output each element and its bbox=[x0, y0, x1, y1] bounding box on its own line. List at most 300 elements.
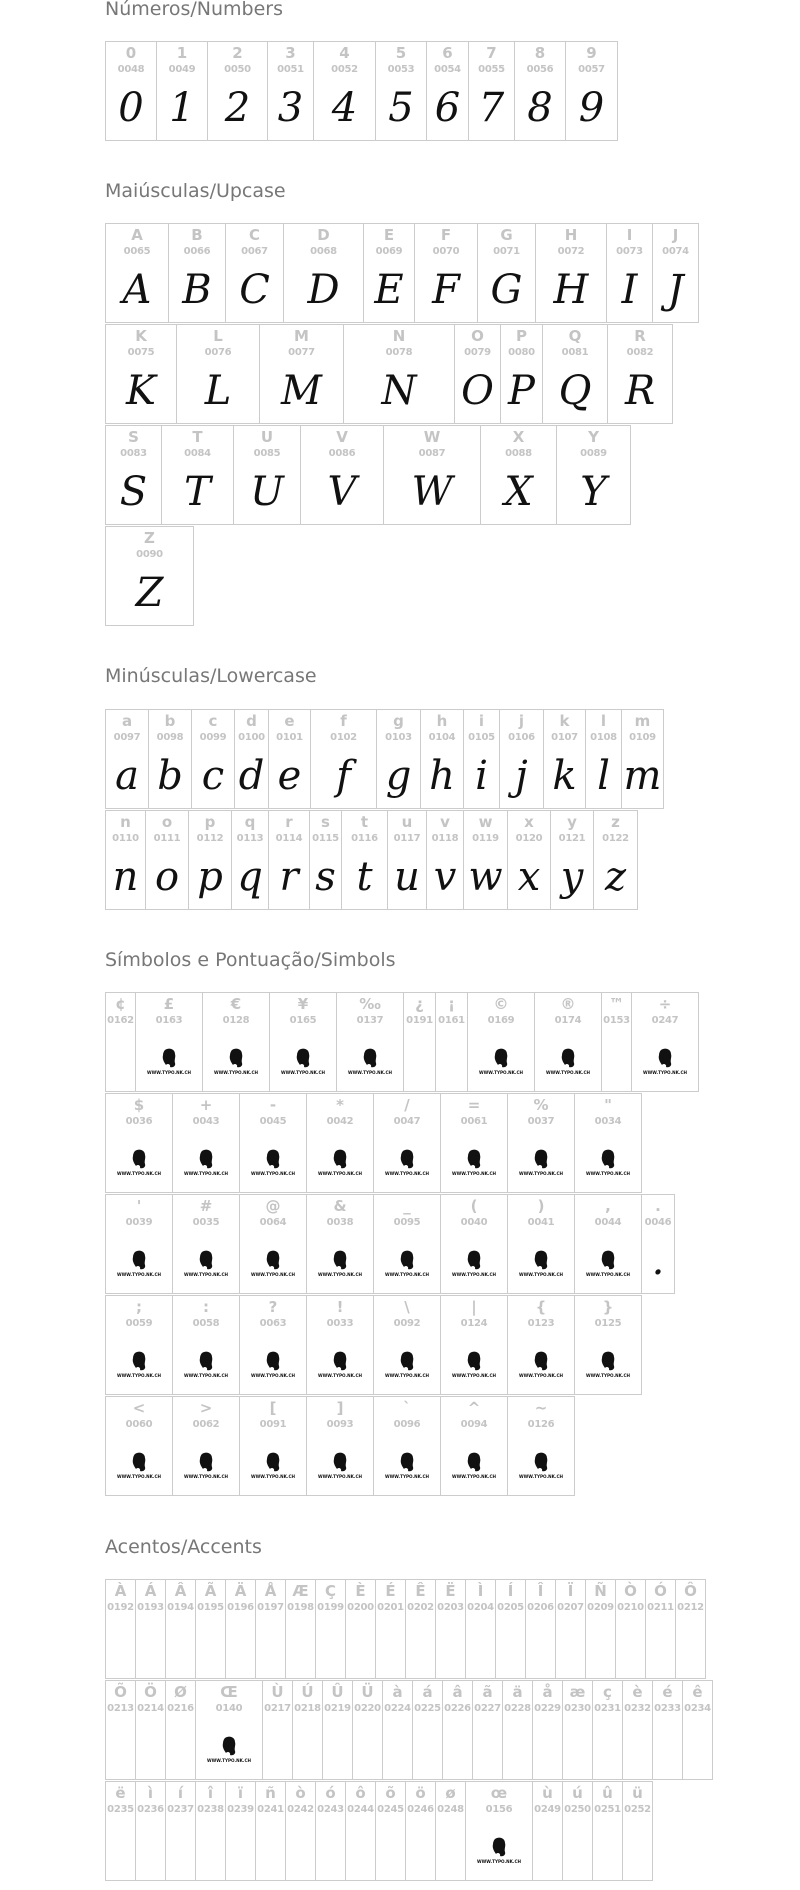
character-code: 0124 bbox=[460, 1318, 488, 1329]
character-code: 0137 bbox=[356, 1015, 384, 1026]
character-label: b bbox=[164, 712, 176, 730]
character-label: T bbox=[192, 428, 203, 446]
glyph-cell bbox=[565, 41, 618, 141]
svg-text:WWW.TYPO.NK.CH: WWW.TYPO.NK.CH bbox=[183, 1272, 229, 1277]
character-code: 0063 bbox=[259, 1318, 287, 1329]
character-label: % bbox=[533, 1096, 549, 1114]
character-code: 0051 bbox=[277, 64, 304, 75]
character-code: 0056 bbox=[526, 64, 554, 75]
character-label: o bbox=[161, 813, 173, 831]
glyph-sample: h bbox=[429, 753, 455, 799]
svg-text:WWW.TYPO.NK.CH: WWW.TYPO.NK.CH bbox=[518, 1171, 564, 1176]
glyph-sample: i bbox=[475, 753, 488, 799]
character-code: 0096 bbox=[393, 1419, 421, 1430]
author-logo-icon bbox=[250, 1350, 296, 1380]
character-label: Û bbox=[331, 1683, 344, 1701]
character-code: 0227 bbox=[474, 1703, 501, 1714]
character-label: ™ bbox=[609, 995, 624, 1013]
character-label: á bbox=[422, 1683, 433, 1701]
glyph-cell bbox=[259, 324, 344, 424]
glyph-sample: x bbox=[517, 854, 541, 900]
character-code: 0060 bbox=[125, 1419, 153, 1430]
glyph-cell bbox=[574, 1194, 642, 1294]
character-label: O bbox=[471, 327, 484, 345]
glyph-cell bbox=[465, 1579, 496, 1679]
character-code: 0234 bbox=[684, 1703, 711, 1714]
glyph-sample: s bbox=[315, 854, 336, 900]
glyph-cell bbox=[105, 709, 149, 809]
glyph-sample: p bbox=[197, 854, 223, 900]
author-logo-icon bbox=[183, 1451, 229, 1481]
character-label: V bbox=[336, 428, 348, 446]
character-label: Ó bbox=[654, 1582, 667, 1600]
glyph-cell bbox=[268, 810, 310, 910]
character-label: , bbox=[605, 1197, 611, 1215]
character-code: 0238 bbox=[197, 1804, 224, 1815]
author-logo-icon bbox=[206, 1735, 252, 1765]
glyph-cell bbox=[341, 810, 388, 910]
section-title: Números/Numbers bbox=[105, 0, 283, 20]
character-code: 0210 bbox=[617, 1602, 644, 1613]
character-label: M bbox=[294, 327, 309, 345]
glyph-sample: F bbox=[432, 267, 460, 313]
character-label: ` bbox=[403, 1399, 411, 1417]
character-code: 0214 bbox=[137, 1703, 164, 1714]
author-logo-icon bbox=[476, 1836, 522, 1866]
glyph-sample: A bbox=[122, 267, 152, 313]
character-code: 0241 bbox=[257, 1804, 284, 1815]
author-logo-icon bbox=[116, 1451, 162, 1481]
glyph-cell bbox=[652, 1680, 683, 1780]
character-label: Í bbox=[507, 1582, 514, 1600]
character-label: 3 bbox=[285, 44, 296, 62]
character-code: 0247 bbox=[651, 1015, 679, 1026]
character-label: Ì bbox=[477, 1582, 484, 1600]
glyph-cell bbox=[507, 1093, 575, 1193]
glyph-cell bbox=[285, 1781, 316, 1881]
character-code: 0111 bbox=[153, 833, 181, 844]
glyph-cell bbox=[135, 992, 203, 1092]
character-label: | bbox=[471, 1298, 477, 1316]
author-logo-icon bbox=[384, 1148, 430, 1178]
character-label: È bbox=[355, 1582, 366, 1600]
glyph-cell bbox=[525, 1579, 556, 1679]
character-label: Á bbox=[144, 1582, 157, 1600]
glyph-cell bbox=[463, 810, 508, 910]
glyph-cell bbox=[405, 1781, 436, 1881]
character-label: r bbox=[285, 813, 293, 831]
character-code: 0066 bbox=[183, 246, 211, 257]
character-code: 0226 bbox=[444, 1703, 471, 1714]
character-label: E bbox=[383, 226, 395, 244]
svg-text:WWW.TYPO.NK.CH: WWW.TYPO.NK.CH bbox=[451, 1171, 497, 1176]
character-code: 0062 bbox=[192, 1419, 220, 1430]
glyph-cell bbox=[675, 1579, 706, 1679]
glyph-cell bbox=[375, 1781, 406, 1881]
glyph-cell bbox=[641, 1194, 675, 1294]
glyph-cell bbox=[172, 1396, 240, 1496]
glyph-cell bbox=[652, 223, 699, 323]
glyph-cell bbox=[105, 1093, 173, 1193]
glyph-sample: e bbox=[277, 753, 302, 799]
character-label: _ bbox=[403, 1197, 411, 1215]
glyph-cell bbox=[135, 1680, 166, 1780]
character-code: 0065 bbox=[123, 246, 151, 257]
character-label: ( bbox=[470, 1197, 478, 1215]
character-label: Œ bbox=[220, 1683, 238, 1701]
character-label: p bbox=[204, 813, 216, 831]
svg-text:WWW.TYPO.NK.CH: WWW.TYPO.NK.CH bbox=[476, 1859, 522, 1864]
glyph-cell bbox=[500, 324, 543, 424]
glyph-cell bbox=[562, 1781, 593, 1881]
character-code: 0069 bbox=[375, 246, 403, 257]
svg-text:WWW.TYPO.NK.CH: WWW.TYPO.NK.CH bbox=[116, 1171, 162, 1176]
svg-text:WWW.TYPO.NK.CH: WWW.TYPO.NK.CH bbox=[451, 1272, 497, 1277]
character-code: 0207 bbox=[557, 1602, 584, 1613]
glyph-cell bbox=[405, 1579, 436, 1679]
character-code: 0153 bbox=[603, 1015, 630, 1026]
author-logo-icon bbox=[585, 1148, 631, 1178]
glyph-cell bbox=[463, 709, 500, 809]
character-label: A bbox=[131, 226, 143, 244]
glyph-cell bbox=[262, 1680, 293, 1780]
character-label: ? bbox=[268, 1298, 278, 1316]
character-code: 0218 bbox=[294, 1703, 321, 1714]
character-code: 0197 bbox=[257, 1602, 284, 1613]
character-label: â bbox=[452, 1683, 463, 1701]
glyph-sample: X bbox=[504, 469, 533, 515]
character-label: ã bbox=[482, 1683, 493, 1701]
glyph-cell bbox=[507, 1194, 575, 1294]
glyph-sample: D bbox=[307, 267, 340, 313]
svg-text:WWW.TYPO.NK.CH: WWW.TYPO.NK.CH bbox=[206, 1758, 252, 1763]
character-code: 0046 bbox=[644, 1217, 672, 1228]
character-label: h bbox=[436, 712, 448, 730]
glyph-cell bbox=[622, 1781, 653, 1881]
glyph-sample: Q bbox=[558, 368, 592, 414]
glyph-cell bbox=[315, 1781, 346, 1881]
glyph-cell bbox=[105, 810, 146, 910]
character-label: © bbox=[493, 995, 509, 1013]
character-code: 0119 bbox=[472, 833, 499, 844]
author-logo-icon bbox=[518, 1451, 564, 1481]
glyph-sample: 1 bbox=[169, 85, 195, 131]
character-label: - bbox=[269, 1096, 277, 1114]
glyph-cell bbox=[376, 709, 421, 809]
character-label: . bbox=[655, 1197, 661, 1215]
glyph-cell bbox=[440, 1295, 508, 1395]
svg-text:WWW.TYPO.NK.CH: WWW.TYPO.NK.CH bbox=[116, 1474, 162, 1479]
glyph-cell bbox=[165, 1680, 196, 1780]
glyph-cell bbox=[165, 1579, 196, 1679]
glyph-cell bbox=[607, 324, 673, 424]
glyph-cell bbox=[502, 1680, 533, 1780]
character-code: 0165 bbox=[289, 1015, 317, 1026]
character-code: 0216 bbox=[167, 1703, 194, 1714]
character-label: 9 bbox=[586, 44, 597, 62]
author-logo-icon bbox=[317, 1148, 363, 1178]
glyph-cell bbox=[300, 425, 384, 525]
character-code: 0087 bbox=[418, 448, 446, 459]
character-code: 0072 bbox=[557, 246, 585, 257]
character-code: 0201 bbox=[377, 1602, 404, 1613]
character-label: Ç bbox=[324, 1582, 336, 1600]
glyph-cell bbox=[562, 1680, 593, 1780]
glyph-cell bbox=[412, 1680, 443, 1780]
character-label: G bbox=[500, 226, 513, 244]
glyph-cell bbox=[387, 810, 427, 910]
glyph-cell bbox=[168, 223, 226, 323]
glyph-cell bbox=[373, 1295, 441, 1395]
glyph-cell bbox=[313, 41, 376, 141]
glyph-row bbox=[105, 1093, 641, 1194]
glyph-sample: B bbox=[182, 267, 212, 313]
character-code: 0067 bbox=[241, 246, 268, 257]
glyph-cell bbox=[403, 992, 436, 1092]
character-code: 0120 bbox=[515, 833, 543, 844]
glyph-cell bbox=[550, 810, 594, 910]
character-label: D bbox=[317, 226, 330, 244]
glyph-cell bbox=[191, 709, 235, 809]
character-label: Ã bbox=[204, 1582, 217, 1600]
glyph-cell bbox=[601, 992, 632, 1092]
svg-text:WWW.TYPO.NK.CH: WWW.TYPO.NK.CH bbox=[183, 1171, 229, 1176]
character-code: 0114 bbox=[275, 833, 303, 844]
character-label: Æ bbox=[292, 1582, 309, 1600]
character-code: 0163 bbox=[155, 1015, 183, 1026]
glyph-cell bbox=[543, 709, 586, 809]
character-label: Ö bbox=[144, 1683, 157, 1701]
glyph-cell bbox=[373, 1396, 441, 1496]
glyph-cell bbox=[105, 1295, 173, 1395]
glyph-cell bbox=[574, 1093, 642, 1193]
glyph-sample: w bbox=[468, 854, 503, 900]
glyph-cell bbox=[465, 1781, 533, 1881]
character-label: R bbox=[634, 327, 646, 345]
author-logo-icon bbox=[518, 1249, 564, 1279]
character-label: s bbox=[321, 813, 330, 831]
glyph-sample: L bbox=[204, 368, 232, 414]
character-code: 0049 bbox=[168, 64, 196, 75]
glyph-cell bbox=[267, 41, 314, 141]
glyph-sample: k bbox=[552, 753, 577, 799]
character-label: H bbox=[564, 226, 578, 244]
character-code: 0161 bbox=[438, 1015, 465, 1026]
glyph-sample: l bbox=[597, 753, 610, 799]
character-code: 0239 bbox=[227, 1804, 254, 1815]
glyph-sample: I bbox=[621, 267, 638, 313]
character-code: 0039 bbox=[125, 1217, 153, 1228]
svg-text:WWW.TYPO.NK.CH: WWW.TYPO.NK.CH bbox=[518, 1373, 564, 1378]
character-label: å bbox=[542, 1683, 553, 1701]
character-label: ‰ bbox=[359, 995, 381, 1013]
character-label: Å bbox=[264, 1582, 277, 1600]
character-code: 0200 bbox=[347, 1602, 374, 1613]
character-code: 0036 bbox=[125, 1116, 153, 1127]
character-code: 0191 bbox=[406, 1015, 433, 1026]
character-label: ó bbox=[325, 1784, 336, 1802]
glyph-cell bbox=[315, 1579, 346, 1679]
glyph-cell bbox=[225, 223, 284, 323]
character-code: 0235 bbox=[107, 1804, 134, 1815]
glyph-cell bbox=[606, 223, 653, 323]
character-label: û bbox=[602, 1784, 613, 1802]
character-label: é bbox=[662, 1683, 673, 1701]
author-logo-icon bbox=[317, 1350, 363, 1380]
character-code: 0109 bbox=[629, 732, 656, 743]
glyph-cell bbox=[225, 1579, 256, 1679]
character-label: ä bbox=[512, 1683, 523, 1701]
glyph-sample: o bbox=[154, 854, 180, 900]
svg-text:WWW.TYPO.NK.CH: WWW.TYPO.NK.CH bbox=[585, 1272, 631, 1277]
character-code: 0213 bbox=[107, 1703, 134, 1714]
character-code: 0250 bbox=[564, 1804, 591, 1815]
character-label: v bbox=[440, 813, 450, 831]
svg-text:WWW.TYPO.NK.CH: WWW.TYPO.NK.CH bbox=[116, 1272, 162, 1277]
glyph-cell bbox=[499, 709, 544, 809]
character-code: 0033 bbox=[326, 1318, 354, 1329]
svg-text:WWW.TYPO.NK.CH: WWW.TYPO.NK.CH bbox=[317, 1474, 363, 1479]
character-code: 0058 bbox=[192, 1318, 220, 1329]
glyph-cell bbox=[585, 709, 622, 809]
glyph-sample: a bbox=[115, 753, 139, 799]
glyph-cell bbox=[268, 709, 311, 809]
character-label: Ä bbox=[234, 1582, 247, 1600]
author-logo-icon bbox=[478, 1047, 524, 1077]
glyph-sample: M bbox=[281, 368, 322, 414]
character-label: m bbox=[634, 712, 651, 730]
glyph-sample: P bbox=[508, 368, 535, 414]
glyph-sample: R bbox=[624, 368, 656, 414]
glyph-cell bbox=[574, 1295, 642, 1395]
svg-text:WWW.TYPO.NK.CH: WWW.TYPO.NK.CH bbox=[585, 1171, 631, 1176]
character-label: c bbox=[208, 712, 218, 730]
glyph-cell bbox=[373, 1093, 441, 1193]
svg-text:WWW.TYPO.NK.CH: WWW.TYPO.NK.CH bbox=[384, 1474, 430, 1479]
character-code: 0243 bbox=[317, 1804, 344, 1815]
character-label: ë bbox=[115, 1784, 126, 1802]
character-code: 0080 bbox=[508, 347, 535, 358]
glyph-sample: E bbox=[374, 267, 404, 313]
glyph-sample: 0 bbox=[118, 85, 144, 131]
character-code: 0229 bbox=[534, 1703, 561, 1714]
character-label: C bbox=[248, 226, 260, 244]
section-title: Maiúsculas/Upcase bbox=[105, 180, 286, 202]
glyph-cell bbox=[172, 1295, 240, 1395]
glyph-cell bbox=[105, 526, 194, 626]
character-code: 0113 bbox=[236, 833, 264, 844]
glyph-sample: K bbox=[126, 368, 156, 414]
author-logo-icon bbox=[545, 1047, 591, 1077]
character-label: L bbox=[213, 327, 223, 345]
character-code: 0220 bbox=[354, 1703, 381, 1714]
character-code: 0245 bbox=[377, 1804, 404, 1815]
character-code: 0059 bbox=[125, 1318, 153, 1329]
character-label: / bbox=[404, 1096, 410, 1114]
glyph-cell bbox=[195, 1680, 263, 1780]
author-logo-icon bbox=[280, 1047, 326, 1077]
character-code: 0095 bbox=[393, 1217, 421, 1228]
character-label: a bbox=[121, 712, 133, 730]
glyph-cell bbox=[345, 1579, 376, 1679]
glyph-cell bbox=[534, 992, 602, 1092]
character-label: z bbox=[611, 813, 620, 831]
character-code: 0228 bbox=[504, 1703, 531, 1714]
author-logo-icon bbox=[585, 1249, 631, 1279]
character-label: Ê bbox=[415, 1582, 426, 1600]
glyph-cell bbox=[195, 1781, 226, 1881]
glyph-row bbox=[105, 1680, 712, 1781]
glyph-cell bbox=[495, 1579, 526, 1679]
svg-text:WWW.TYPO.NK.CH: WWW.TYPO.NK.CH bbox=[518, 1272, 564, 1277]
character-label: Â bbox=[174, 1582, 187, 1600]
character-code: 0103 bbox=[385, 732, 412, 743]
glyph-cell bbox=[363, 223, 415, 323]
character-label: = bbox=[467, 1096, 481, 1114]
glyph-cell bbox=[156, 41, 208, 141]
character-label: € bbox=[230, 995, 242, 1013]
character-label: Ñ bbox=[594, 1582, 607, 1600]
character-label: J bbox=[672, 226, 679, 244]
svg-text:WWW.TYPO.NK.CH: WWW.TYPO.NK.CH bbox=[317, 1272, 363, 1277]
character-code: 0077 bbox=[288, 347, 315, 358]
character-code: 0232 bbox=[624, 1703, 651, 1714]
character-label: œ bbox=[490, 1784, 508, 1802]
character-label: q bbox=[244, 813, 256, 831]
glyph-cell bbox=[306, 1194, 374, 1294]
glyph-sample: 7 bbox=[478, 85, 505, 131]
glyph-cell bbox=[105, 41, 157, 141]
glyph-cell bbox=[343, 324, 455, 424]
glyph-sample: j bbox=[515, 753, 528, 799]
glyph-sample: 6 bbox=[434, 85, 461, 131]
character-label: j bbox=[518, 712, 525, 730]
character-label: X bbox=[512, 428, 525, 446]
author-logo-icon bbox=[585, 1350, 631, 1380]
character-label: ~ bbox=[534, 1399, 548, 1417]
glyph-sample: C bbox=[239, 267, 270, 313]
glyph-cell bbox=[105, 1680, 136, 1780]
character-code: 0224 bbox=[384, 1703, 411, 1714]
character-code: 0054 bbox=[434, 64, 461, 75]
glyph-sample: 2 bbox=[224, 85, 251, 131]
character-label: 1 bbox=[176, 44, 188, 62]
glyph-sample: T bbox=[184, 469, 211, 515]
character-label: I bbox=[626, 226, 633, 244]
character-code: 0076 bbox=[204, 347, 232, 358]
character-label: N bbox=[392, 327, 406, 345]
glyph-sample: v bbox=[433, 854, 457, 900]
glyph-sample: G bbox=[490, 267, 523, 313]
glyph-cell bbox=[255, 1781, 286, 1881]
character-code: 0252 bbox=[624, 1804, 651, 1815]
character-label: > bbox=[199, 1399, 213, 1417]
glyph-cell bbox=[105, 992, 136, 1092]
glyph-cell bbox=[507, 1295, 575, 1395]
glyph-sample: 3 bbox=[277, 85, 304, 131]
glyph-cell bbox=[352, 1680, 383, 1780]
character-label: ù bbox=[542, 1784, 553, 1802]
svg-text:WWW.TYPO.NK.CH: WWW.TYPO.NK.CH bbox=[347, 1070, 393, 1075]
character-label: ÷ bbox=[658, 995, 672, 1013]
author-logo-icon bbox=[183, 1249, 229, 1279]
character-code: 0236 bbox=[137, 1804, 164, 1815]
character-code: 0078 bbox=[385, 347, 413, 358]
character-code: 0125 bbox=[594, 1318, 622, 1329]
character-code: 0206 bbox=[527, 1602, 554, 1613]
character-code: 0169 bbox=[487, 1015, 515, 1026]
character-code: 0107 bbox=[551, 732, 578, 743]
